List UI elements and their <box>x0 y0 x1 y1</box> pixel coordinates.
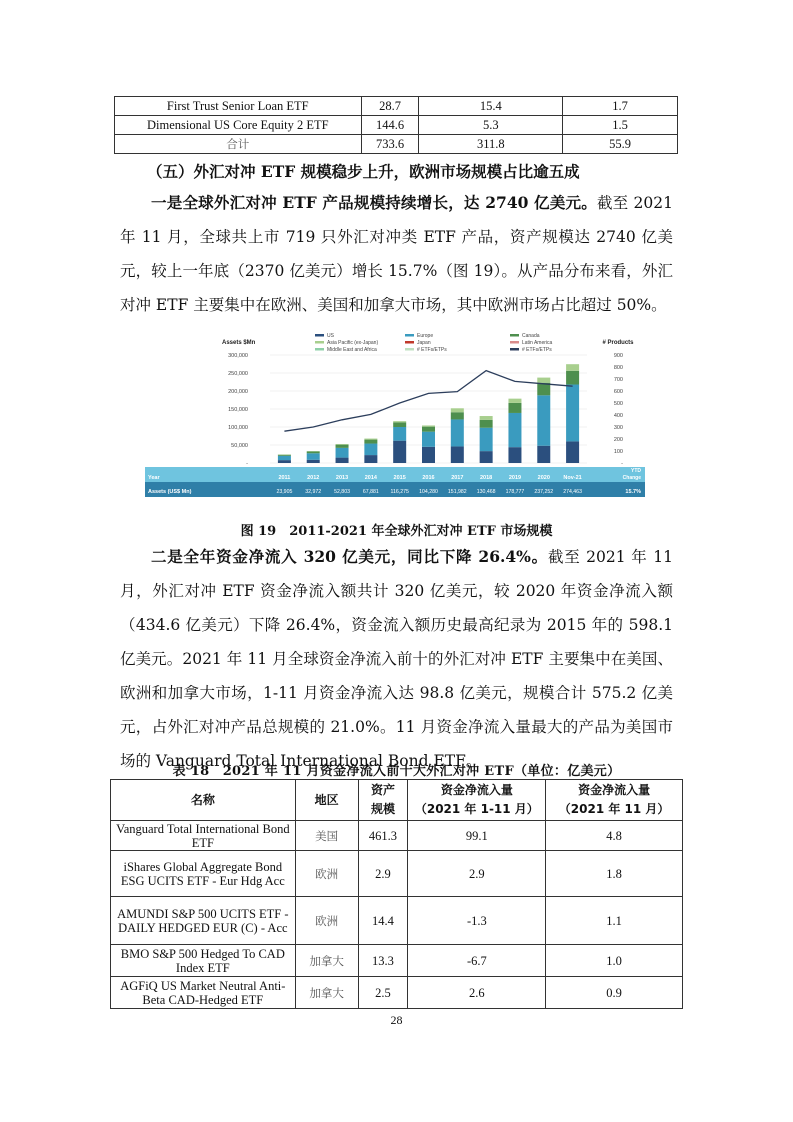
bar-segment <box>364 439 377 440</box>
y-tick-right: 400 <box>613 413 623 419</box>
y-tick-right: - <box>621 461 623 467</box>
total-assets-label: 104,280 <box>419 489 438 495</box>
y-tick-right: 300 <box>613 425 623 431</box>
total-assets-label: 67,881 <box>362 489 379 495</box>
bar-segment <box>480 428 493 451</box>
table-row <box>111 851 683 897</box>
y-tick-left: 50,000 <box>231 443 248 449</box>
header-flow-ytd <box>408 780 546 821</box>
x-tick-label: 2019 <box>508 475 522 481</box>
table-row <box>111 897 683 945</box>
legend-swatch <box>405 348 414 351</box>
cell-assets: 13.3 <box>358 945 408 977</box>
y-tick-right: 200 <box>613 437 623 443</box>
bar-segment <box>364 444 377 456</box>
cell-assets: 2.9 <box>358 851 408 897</box>
cell-ytd: 2.6 <box>408 977 546 1009</box>
legend-swatch <box>405 341 414 344</box>
x-tick-label: Nov-21 <box>563 475 582 481</box>
y-tick-right: 800 <box>613 365 623 371</box>
bar-segment <box>508 399 521 403</box>
cell-name: BMO S&P 500 Hedged To CAD Index ETF <box>111 945 296 977</box>
bar-segment <box>336 448 349 458</box>
cell-ytd: -6.7 <box>408 945 546 977</box>
cell-value: 144.6 <box>361 116 419 135</box>
bar-segment <box>422 425 435 426</box>
bar-segment <box>364 440 377 444</box>
legend-label: US <box>327 333 334 339</box>
legend-swatch <box>405 334 414 337</box>
legend-label: Latin America <box>522 340 553 346</box>
x-tick-label: 2013 <box>335 475 349 481</box>
legend-swatch <box>510 334 519 337</box>
y-tick-left: 200,000 <box>228 389 248 395</box>
header-flow-ytd-sub: （2021 年 1-11 月） <box>414 802 539 816</box>
y-tick-right: 700 <box>613 377 623 383</box>
bar-segment <box>307 453 320 459</box>
total-assets-label: 32,972 <box>305 489 322 495</box>
bar-segment <box>307 451 320 453</box>
cell-name: AMUNDI S&P 500 UCITS ETF - DAILY HEDGED EUR (C) - Acc <box>111 897 296 945</box>
y-tick-right: 600 <box>613 389 623 395</box>
cell-name: Dimensional US Core Equity 2 ETF <box>115 116 362 135</box>
bar-segment <box>566 371 579 385</box>
cell-name: First Trust Senior Loan ETF <box>115 97 362 116</box>
cell-name: Vanguard Total International Bond ETF <box>111 821 296 851</box>
cell-value: 28.7 <box>361 97 419 116</box>
bar-segment <box>278 455 291 456</box>
paragraph-lead: 一是全球外汇对冲 ETF 产品规模持续增长，达 2740 亿美元。 <box>151 193 597 212</box>
bar-segment <box>480 416 493 420</box>
bar-segment <box>537 446 550 463</box>
y-tick-right: 500 <box>613 401 623 407</box>
y-tick-right: 900 <box>613 353 623 359</box>
table-header-row <box>111 780 683 821</box>
legend-label: Canada <box>522 333 540 339</box>
bar-segment <box>537 395 550 445</box>
x-tick-label: 2017 <box>451 475 464 481</box>
y-tick-left: 250,000 <box>228 371 248 377</box>
total-assets-label: 52,803 <box>334 489 350 495</box>
legend-label: Europe <box>417 333 434 339</box>
cell-ytd: -1.3 <box>408 897 546 945</box>
bar-segment <box>278 460 291 463</box>
legend-label: Asia Pacific (ex-Japan) <box>327 340 379 346</box>
legend-label: Middle East and Africa <box>327 347 377 353</box>
table-row-total <box>115 135 678 154</box>
cell-value: 1.5 <box>563 116 678 135</box>
cell-month: 4.8 <box>546 821 683 851</box>
bar-segment <box>278 456 291 460</box>
bar-segment <box>422 427 435 432</box>
cell-ytd: 2.9 <box>408 851 546 897</box>
header-assets-text: 资产规模 <box>370 783 395 816</box>
cell-ytd: 99.1 <box>408 821 546 851</box>
header-name: 名称 <box>111 780 296 821</box>
cell-region: 加拿大 <box>295 945 358 977</box>
legend-swatch <box>315 341 324 344</box>
cell-region: 加拿大 <box>295 977 358 1009</box>
legend-swatch <box>315 348 324 351</box>
bar-segment <box>451 412 464 419</box>
total-assets-label: 116,275 <box>390 489 409 495</box>
band-assets-label: Assets (US$ Mn) <box>148 489 192 495</box>
header-flow-month-sub: （2021 年 11 月） <box>558 802 670 816</box>
bar-segment <box>336 445 349 448</box>
cell-month: 1.0 <box>546 945 683 977</box>
bar-segment <box>451 408 464 412</box>
y-tick-left: 150,000 <box>228 407 248 413</box>
bar-segment <box>422 432 435 447</box>
cell-month: 1.1 <box>546 897 683 945</box>
y-axis-left-label: Assets $Mn <box>222 340 256 346</box>
x-tick-label: 2012 <box>307 475 320 481</box>
header-assets <box>358 780 408 821</box>
cell-value: 311.8 <box>419 135 563 154</box>
band-year-label: Year <box>148 475 160 481</box>
cell-assets: 2.5 <box>358 977 408 1009</box>
paragraph-lead: 二是全年资金净流入 320 亿美元，同比下降 26.4%。 <box>151 547 548 566</box>
bar-segment <box>508 413 521 447</box>
paragraph-1 <box>120 186 673 322</box>
bar-segment <box>566 364 579 371</box>
legend-label: Japan <box>417 340 431 346</box>
table-row <box>115 97 678 116</box>
etf-chart <box>145 328 645 510</box>
bar-segment <box>508 403 521 413</box>
table-row <box>111 945 683 977</box>
section-heading: （五）外汇对冲 ETF 规模稳步上升，欧洲市场规模占比逾五成 <box>147 162 580 181</box>
header-flow-month-title: 资金净流入量 <box>578 783 651 797</box>
y-tick-left: - <box>246 461 248 467</box>
bar-segment <box>336 458 349 463</box>
table-caption: 表 18 2021 年 11 月资金净流入前十大外汇对冲 ETF（单位：亿美元） <box>172 764 621 779</box>
cell-region: 欧洲 <box>295 897 358 945</box>
legend-swatch <box>510 348 519 351</box>
bar-segment <box>508 447 521 463</box>
y-tick-left: 100,000 <box>228 425 248 431</box>
total-assets-label: 178,777 <box>505 489 525 495</box>
figure-caption: 图 19 2011-2021 年全球外汇对冲 ETF 市场规模 <box>240 524 553 539</box>
cell-month: 0.9 <box>546 977 683 1009</box>
bar-segment <box>393 421 406 422</box>
bar-segment <box>566 385 579 442</box>
cell-month: 1.8 <box>546 851 683 897</box>
bar-segment <box>422 447 435 463</box>
band-ytd-label: Change <box>622 475 641 481</box>
total-assets-label: 23,905 <box>276 489 293 495</box>
bar-segment <box>480 451 493 463</box>
cell-value: 733.6 <box>361 135 419 154</box>
band-ytd-value: 15.7% <box>625 489 641 495</box>
bar-segment <box>393 441 406 463</box>
header-flow-ytd-title: 资金净流入量 <box>440 783 513 797</box>
total-assets-label: 274,463 <box>563 489 582 495</box>
paragraph-2 <box>120 540 673 778</box>
cell-name: iShares Global Aggregate Bond ESG UCITS ETF - Eur Hdg Acc <box>111 851 296 897</box>
cell-value: 15.4 <box>419 97 563 116</box>
table-row <box>111 977 683 1009</box>
total-assets-label: 130,468 <box>476 489 496 495</box>
cell-name: AGFiQ US Market Neutral Anti-Beta CAD-Hedged ETF <box>111 977 296 1009</box>
bar-segment <box>393 422 406 427</box>
legend-label: # ETFs/ETPs <box>417 347 447 353</box>
cell-region: 欧洲 <box>295 851 358 897</box>
x-tick-label: 2015 <box>393 475 406 481</box>
cell-assets: 461.3 <box>358 821 408 851</box>
paragraph-body: 截至 2021 年 11 月，外汇对冲 ETF 资金净流入额共计 320 亿美元，较 2020 年资金净流入额（434.6 亿美元）下降 26.4%，资金流入额历史最高纪录为 2015 年的 598.1 亿美元。2021 年 11 月全球资金净流入前十的外汇对冲 ETF 主要集中在美国、欧洲和加拿大市场，1-11 月资金净流入达 98.8 亿美元，规模合计 575.2 亿美元，占外汇对冲产品总规模的 21.0%。11 月资金净流入量最大的产品为美国市场的 Vanguard Total International Bond ETF。 <box>120 548 673 770</box>
bar-segment <box>336 444 349 445</box>
paragraph-body: 截至 2021 年 11 月，全球共上市 719 只外汇对冲类 ETF 产品，资产规模达 2740 亿美元，较上一年底（2370 亿美元）增长 15.7%（图 19）。从产品分布来看，外汇对冲 ETF 主要集中在欧洲、美国和加拿大市场，其中欧洲市场占比超过 50%。 <box>120 194 673 314</box>
legend-swatch <box>315 334 324 337</box>
bar-segment <box>537 378 550 383</box>
bar-segment <box>480 420 493 428</box>
legend-swatch <box>510 341 519 344</box>
etf-flow-table <box>110 779 683 1009</box>
table-row <box>111 821 683 851</box>
cell-value: 1.7 <box>563 97 678 116</box>
bar-segment <box>451 419 464 446</box>
x-tick-label: 2020 <box>537 475 550 481</box>
total-assets-label: 151,982 <box>447 489 467 495</box>
cell-value: 55.9 <box>563 135 678 154</box>
x-tick-label: 2014 <box>364 475 377 481</box>
bar-segment <box>393 427 406 441</box>
x-tick-label: 2018 <box>480 475 493 481</box>
cell-assets: 14.4 <box>358 897 408 945</box>
cell-value: 5.3 <box>419 116 563 135</box>
header-region: 地区 <box>295 780 358 821</box>
cell-name: 合计 <box>115 135 362 154</box>
header-flow-month <box>546 780 683 821</box>
cell-region: 美国 <box>295 821 358 851</box>
y-tick-left: 300,000 <box>228 353 248 359</box>
total-assets-label: 237,252 <box>534 489 554 495</box>
bar-segment <box>451 446 464 463</box>
y-tick-right: 100 <box>613 449 623 455</box>
y-axis-right-label: # Products <box>602 340 634 346</box>
top-table <box>114 96 678 154</box>
legend-label: # ETFs/ETPs <box>522 347 552 353</box>
bar-segment <box>307 460 320 463</box>
page-number: 28 <box>390 1013 403 1027</box>
x-tick-label: 2011 <box>278 475 291 481</box>
bar-segment <box>364 455 377 463</box>
bar-segment <box>566 441 579 463</box>
table-row <box>115 116 678 135</box>
x-tick-label: 2016 <box>422 475 435 481</box>
band-ytd-label: YTD <box>631 468 641 474</box>
chart-data-band <box>145 467 645 497</box>
